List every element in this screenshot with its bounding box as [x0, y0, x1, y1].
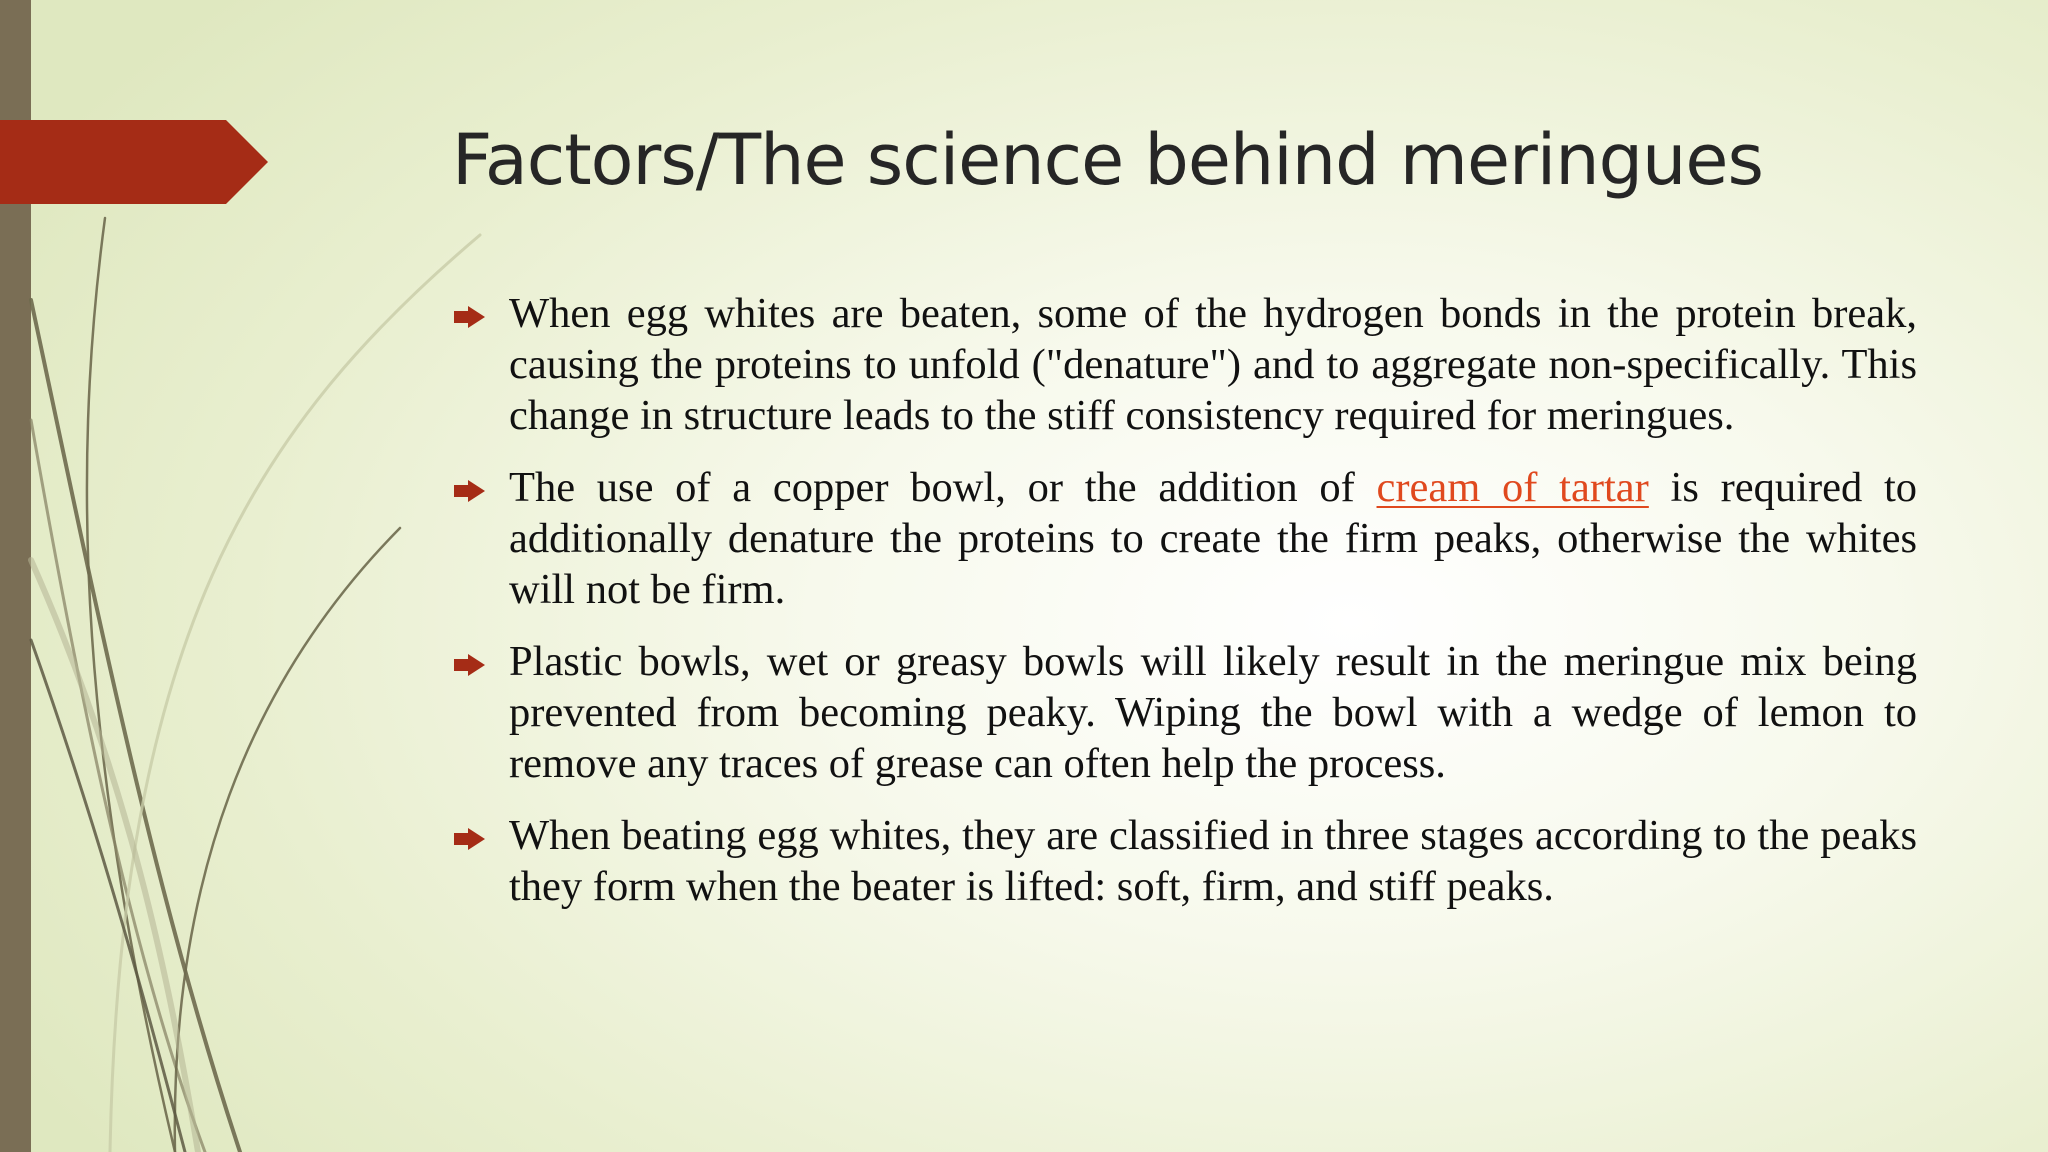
- bullet-item: [452, 288, 1917, 441]
- bullet-item: [452, 810, 1917, 912]
- bullet-text: is required to additionally denature the proteins to create the firm peaks, otherwise the whites will not be firm.: [509, 464, 1917, 613]
- title-accent-flag: [0, 120, 270, 204]
- cream-of-tartar-link[interactable]: cream of tartar: [1376, 464, 1649, 511]
- bullet-text: When egg whites are beaten, some of the hydrogen bonds in the protein break, causing the proteins to unfold ("denature") and to aggregate non-specifically. This change in structure leads to the stiff consistency required for meringues.: [509, 290, 1917, 439]
- bullet-text: Plastic bowls, wet or greasy bowls will likely result in the meringue mix being prevented from becoming peaky. Wiping the bowl with a wedge of lemon to remove any traces of grease can often help the process.: [509, 638, 1917, 787]
- bullet-text: The use of a copper bowl, or the addition of: [509, 464, 1377, 511]
- right-arrow-icon: [452, 654, 486, 676]
- slide-title: Factors/The science behind meringues: [452, 119, 1763, 201]
- right-arrow-icon: [452, 480, 486, 502]
- bullet-text: When beating egg whites, they are classified in three stages according to the peaks they form when the beater is lifted: soft, firm, and stiff peaks.: [509, 812, 1917, 910]
- bullet-item: [452, 636, 1917, 789]
- right-arrow-icon: [452, 828, 486, 850]
- bullet-list: [452, 288, 1917, 933]
- bullet-item: [452, 462, 1917, 615]
- right-arrow-icon: [452, 306, 486, 328]
